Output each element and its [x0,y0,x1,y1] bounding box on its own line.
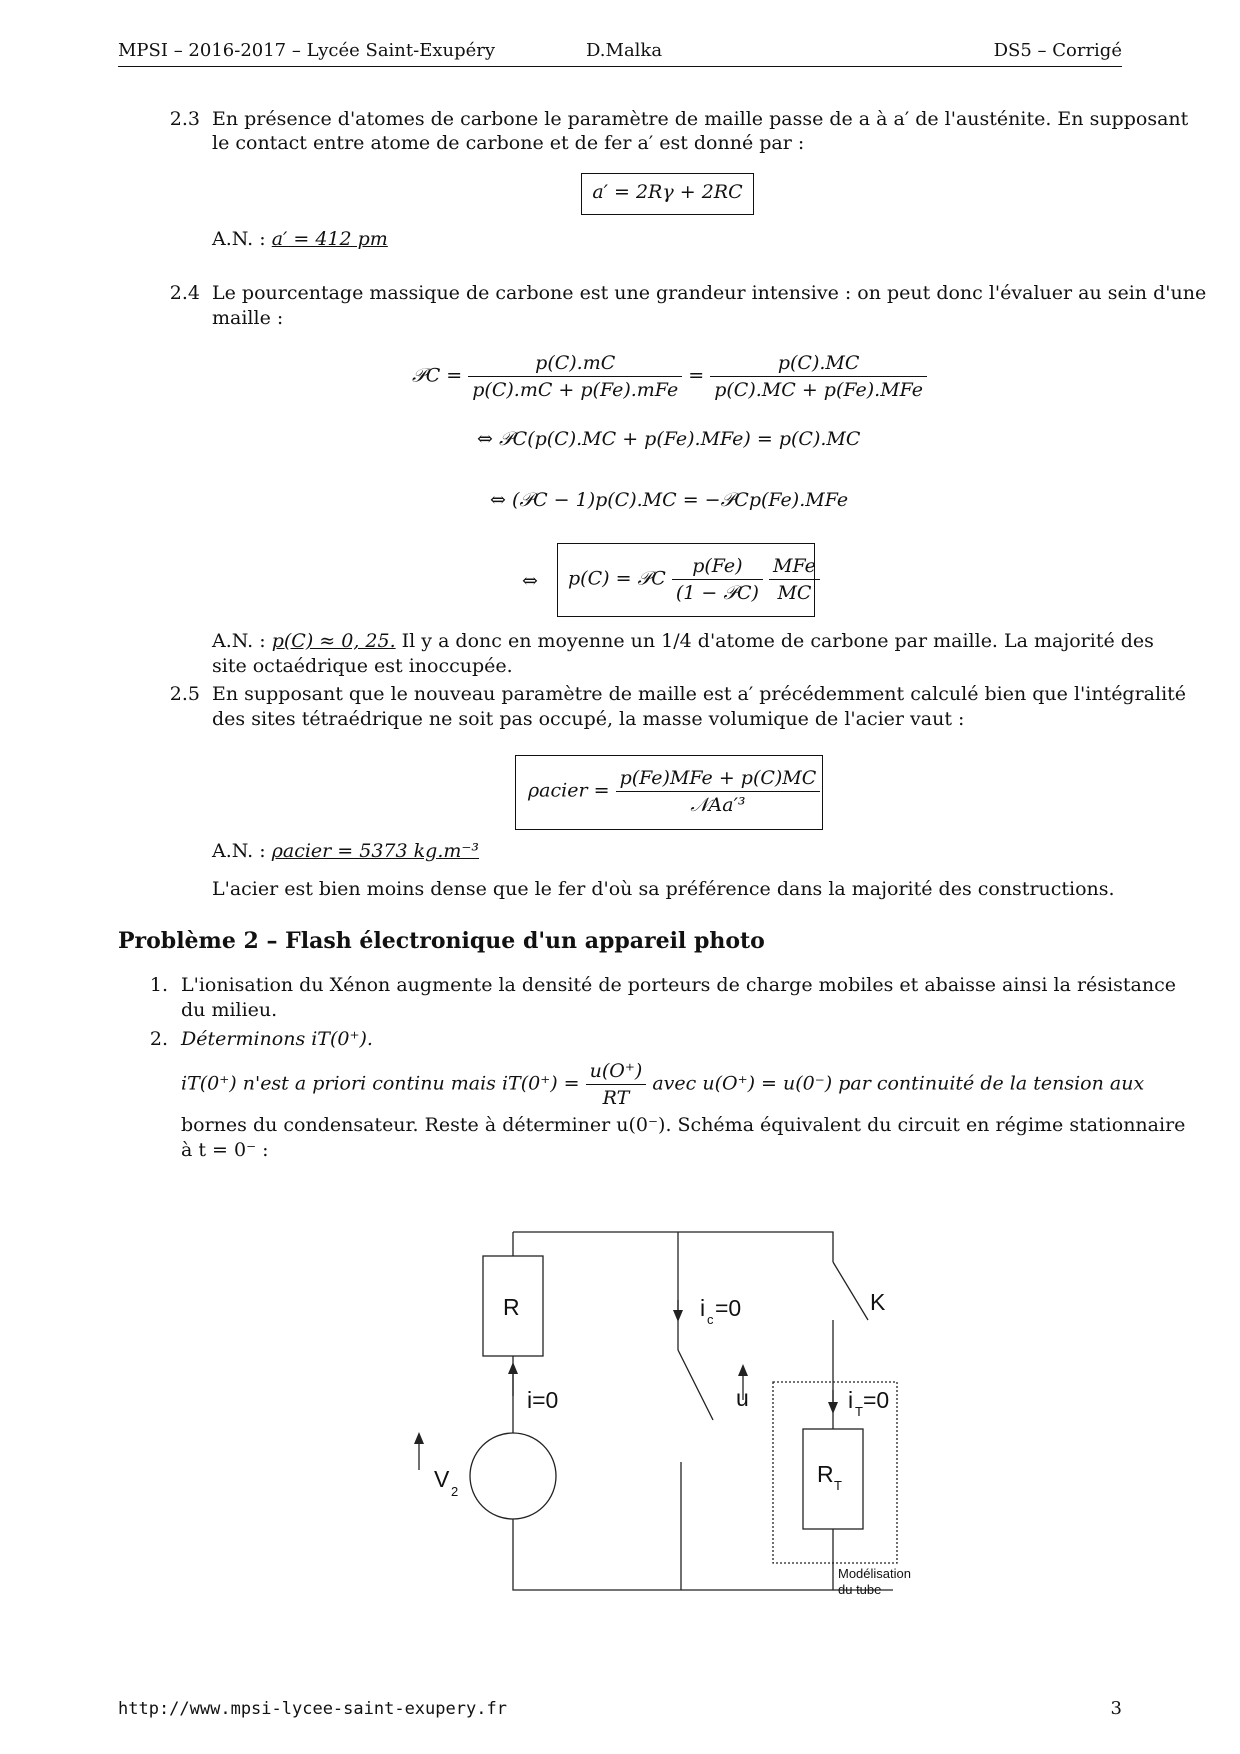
eq4-den1: (1 − 𝒫C) [675,582,759,604]
item-2-frac-num: u(O⁺) [586,1058,647,1085]
eq1-num2: p(C).MC [710,350,927,377]
s23-an-label: A.N. : [212,228,266,250]
section-number-2-3: 2.3 [169,108,200,130]
s25-denominator: 𝒩Aa′³ [690,794,746,816]
s24-line1: Le pourcentage massique de carbone est une grandeur intensive : on peut donc l'évaluer au sein d'une [212,282,1207,304]
page-number: 3 [1110,1698,1122,1719]
item-2-line3: à t = 0⁻ : [181,1139,269,1161]
arrow-ic-icon [673,1310,683,1322]
eq4-den2: MC [777,582,812,604]
s24-an-label: A.N. : [212,630,266,652]
item-2-number: 2. [149,1028,168,1050]
capacitor-plate-top [678,1350,713,1420]
item-2-text-b: avec u(O⁺) = u(0⁻) par continuité de la tension aux [652,1072,1145,1095]
label-tube-1: Modélisation [838,1566,911,1581]
label-RT-sub: T [834,1478,842,1493]
s25-numerator: p(Fe)MFe + p(C)MC [616,765,821,792]
arrow-V2-icon [414,1432,424,1444]
label-ic: i [700,1295,706,1321]
eq1-num1: p(C).mC [468,350,682,377]
s24-equation-2: ⇔ 𝒫C(p(C).MC + p(Fe).MFe) = p(C).MC [477,428,861,450]
item-2-title: Déterminons iT(0⁺). [181,1028,373,1050]
arrow-iT-icon [828,1402,838,1414]
label-iT: i [848,1387,854,1413]
eq1-lhs: 𝒫C = [412,364,463,387]
probleme-2-title: Problème 2 – Flash électronique d'un appareil photo [118,928,765,954]
arrow-u-icon [738,1364,748,1376]
s23-line2: le contact entre atome de carbone et de fer a′ est donné par : [212,132,805,154]
label-tube-2: du tube [838,1582,882,1597]
s23-line1: En présence d'atomes de carbone le paramètre de maille passe de a à a′ de l'austénite. En supposant [212,108,1189,130]
header-right: DS5 – Corrigé [993,40,1122,61]
eq4-num2: MFe [769,553,820,580]
s25-an-label: A.N. : [212,840,266,862]
eq1-den1: p(C).mC + p(Fe).mFe [472,379,679,401]
s24-equation-3: ⇔ (𝒫C − 1)p(C).MC = −𝒫Cp(Fe).MFe [490,489,849,511]
label-R: R [503,1294,520,1320]
item-1-line1: L'ionisation du Xénon augmente la densité de porteurs de charge mobiles et abaisse ainsi la résistance [181,974,1176,996]
footer-url[interactable]: http://www.mpsi-lycee-saint-exupery.fr [118,1699,507,1719]
top-wire [513,1232,833,1262]
s24-an-rest2: site octaédrique est inoccupée. [212,655,513,677]
s25-line2: des sites tétraédrique ne soit pas occupé, la masse volumique de l'acier vaut : [212,708,965,730]
header-center: D.Malka [586,40,663,61]
s25-conclusion: L'acier est bien moins dense que le fer d'où sa préférence dans la majorité des constructions. [212,878,1115,900]
label-ic-val: =0 [715,1295,742,1321]
label-u: u [736,1385,749,1411]
eq1-equals: = [688,364,705,387]
page-footer [118,1698,1122,1719]
label-iT-sub: T [855,1404,863,1419]
label-V: V [434,1466,450,1492]
s25-line1: En supposant que le nouveau paramètre de maille est a′ précédemment calculé bien que l'intégralité [212,683,1187,705]
item-2-frac-den: RT [602,1087,630,1109]
s24-an-rest1: Il y a donc en moyenne un 1/4 d'atome de carbone par maille. La majorité des [401,630,1154,652]
eq4-lhs: p(C) = 𝒫C [568,567,666,590]
s23-an-value: a′ = 412 pm [271,228,388,250]
section-number-2-5: 2.5 [169,683,200,705]
section-number-2-4: 2.4 [169,282,200,304]
eq4-num1: p(Fe) [672,553,763,580]
switch-K [833,1262,868,1320]
circuit-wires [513,1232,893,1590]
arrow-i-icon [508,1362,518,1374]
s23-formula: a′ = 2Rγ + 2RC [592,181,743,203]
eq1-den2: p(C).MC + p(Fe).MFe [714,379,924,401]
s24-eq4-arrow: ⇔ [522,570,538,592]
item-1-line2: du milieu. [181,999,278,1021]
label-ic-sub: c [707,1312,714,1327]
item-2-text-a: iT(0⁺) n'est a priori continu mais iT(0⁺) = [181,1072,580,1095]
label-RT: R [817,1461,834,1487]
voltage-source-V2 [470,1433,556,1519]
label-K: K [870,1289,886,1315]
s24-an-value: p(C) ≈ 0, 25. [271,630,396,652]
item-1-number: 1. [149,974,168,996]
s25-lhs: ρacier = [528,779,610,802]
s24-line2: maille : [212,307,284,329]
item-2-line2: bornes du condensateur. Reste à déterminer u(0⁻). Schéma équivalent du circuit en régime stationnaire [181,1114,1186,1136]
header-left: MPSI – 2016-2017 – Lycée Saint-Exupéry [118,40,496,61]
label-iT-val: =0 [863,1387,890,1413]
label-i: i=0 [527,1387,559,1413]
label-V-sub: 2 [451,1484,459,1499]
s25-an-value: ρacier = 5373 kg.m⁻³ [271,840,480,862]
